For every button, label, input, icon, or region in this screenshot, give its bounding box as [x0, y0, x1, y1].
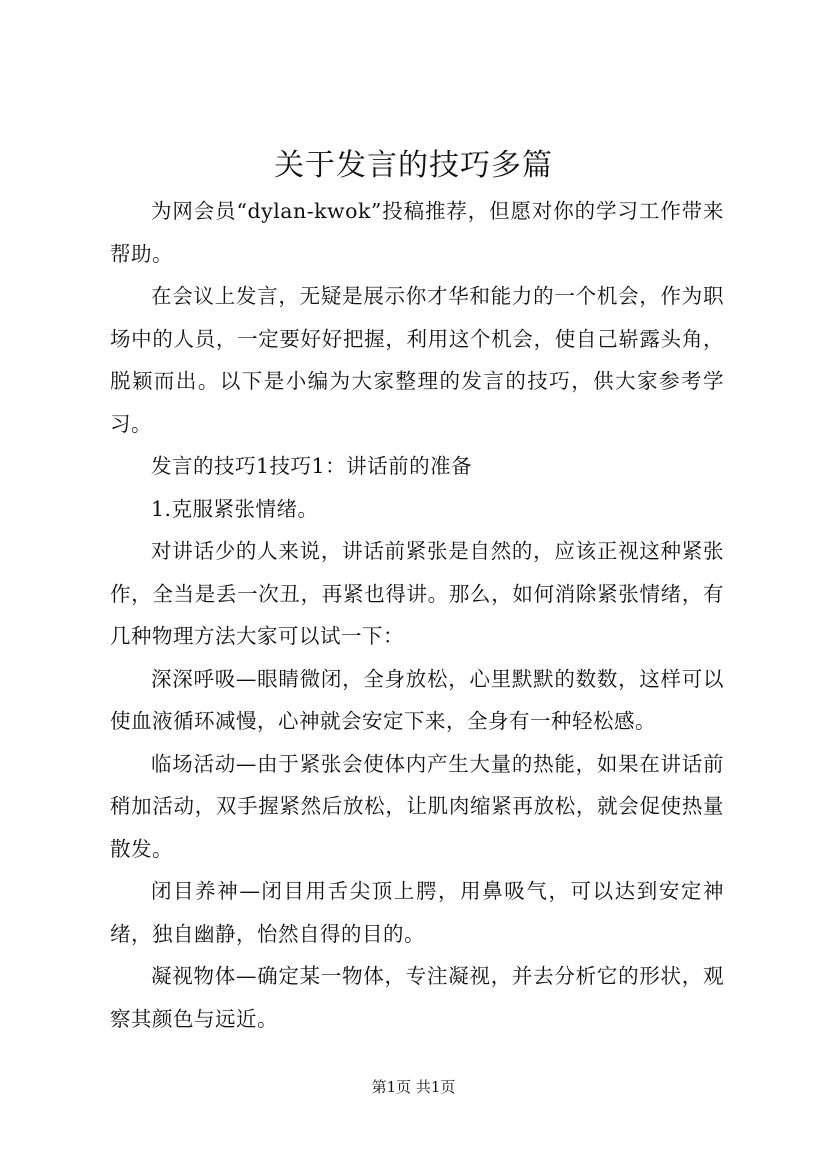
paragraph-closed-eyes: 闭目养神—闭目用舌尖顶上腭，用鼻吸气，可以达到安定神绪，独自幽静，怡然自得的目的。	[110, 879, 724, 946]
document-title: 关于发言的技巧多篇	[274, 148, 553, 183]
section-heading: 发言的技巧1技巧1：讲话前的准备	[151, 454, 473, 478]
page-footer: 第1页 共1页	[371, 1078, 456, 1096]
paragraph-nervousness: 对讲话少的人来说，讲话前紧张是自然的，应该正视这种紧张作，全当是丢一次丑，再紧也得讲。那么，如何消除紧张情绪，有几种物理方法大家可以试一下：	[110, 539, 724, 648]
paragraph-activity: 临场活动—由于紧张会使体内产生大量的热能，如果在讲话前稍加活动，双手握紧然后放松，让肌肉缩紧再放松，就会促使热量散发。	[110, 751, 724, 861]
paragraph-intro: 为网会员“dylan-kwok”投稿推荐，但愿对你的学习工作带来帮助。	[110, 199, 724, 266]
subsection-heading: 1.克服紧张情绪。	[151, 496, 319, 521]
paragraph-gaze-object: 凝视物体—确定某一物体，专注凝视，并去分析它的形状，观察其颜色与远近。	[110, 964, 724, 1031]
paragraph-deep-breathing: 深深呼吸—眼睛微闭，全身放松，心里默默的数数，这样可以使血液循环减慢，心神就会安定下来，全身有一种轻松感。	[110, 666, 724, 733]
document-body	[110, 190, 724, 1040]
paragraph-opening: 在会议上发言，无疑是展示你才华和能力的一个机会，作为职场中的人员，一定要好好把握，利用这个机会，使自己崭露头角，脱颖而出。以下是小编为大家整理的发言的技巧，供大家参考学习。	[110, 284, 724, 436]
